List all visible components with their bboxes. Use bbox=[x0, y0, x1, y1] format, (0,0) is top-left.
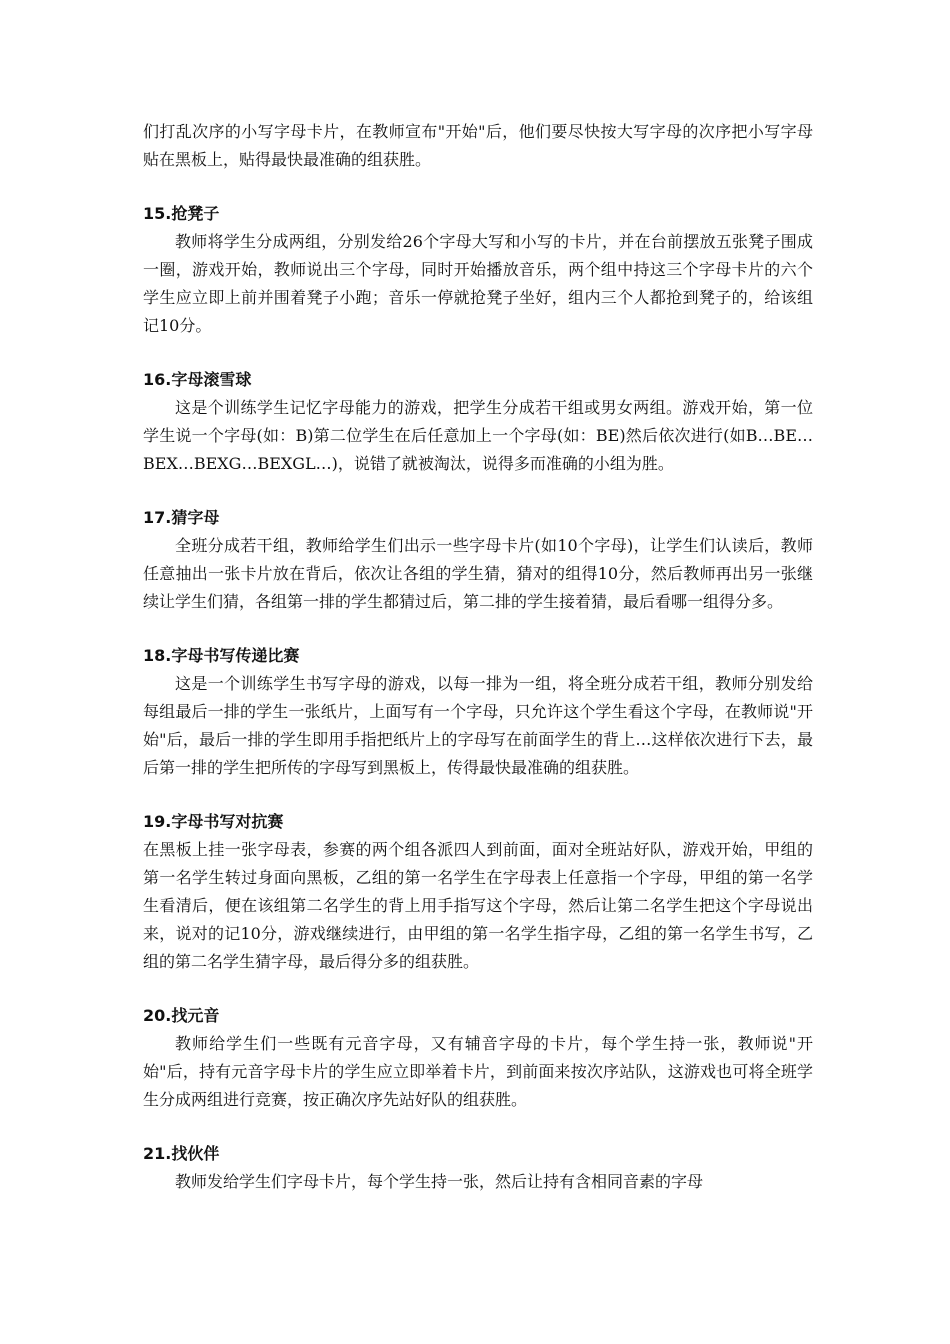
section-21-zhao-huoban bbox=[143, 1140, 813, 1196]
section-heading: 17.猜字母 bbox=[143, 508, 220, 527]
section-heading: 15.抢凳子 bbox=[143, 204, 220, 223]
section-body: 教师将学生分成两组，分别发给26个字母大写和小写的卡片，并在台前摆放五张凳子围成一圈，游戏开始，教师说出三个字母，同时开始播放音乐，两个组中持这三个字母卡片的六个学生应立即上前并围着凳子小跑；音乐一停就抢凳子坐好，组内三个人都抢到凳子的，给该组记10分。 bbox=[143, 232, 813, 335]
section-body: 这是个训练学生记忆字母能力的游戏，把学生分成若干组或男女两组。游戏开始，第一位学生说一个字母(如：B)第二位学生在后任意加上一个字母(如：BE)然后依次进行(如B…BE…BEX…BEXG…BEXGL…)，说错了就被淘汰，说得多而准确的小组为胜。 bbox=[143, 398, 813, 473]
section-19-shuxie-duikang bbox=[143, 808, 813, 976]
section-body: 这是一个训练学生书写字母的游戏，以每一排为一组，将全班分成若干组，教师分别发给每组最后一排的学生一张纸片，上面写有一个字母，只允许这个学生看这个字母，在教师说"开始"后，最后一排的学生即用手指把纸片上的字母写在前面学生的背上…这样依次进行下去，最后第一排的学生把所传的字母写到黑板上，传得最快最准确的组获胜。 bbox=[143, 674, 813, 777]
intro-paragraph: 们打乱次序的小写字母卡片，在教师宣布"开始"后，他们要尽快按大写字母的次序把小写字母贴在黑板上，贴得最快最准确的组获胜。 bbox=[143, 122, 813, 169]
section-body: 在黑板上挂一张字母表，参赛的两个组各派四人到前面，面对全班站好队，游戏开始，甲组的第一名学生转过身面向黑板，乙组的第一名学生在字母表上任意指一个字母，甲组的第一名学生看清后，便在该组第二名学生的背上用手指写这个字母，然后让第二名学生把这个字母说出来，说对的记10分，游戏继续进行，由甲组的第一名学生指字母，乙组的第一名学生书写，乙组的第二名学生猜字母，最后得分多的组获胜。 bbox=[143, 840, 813, 971]
section-body: 教师发给学生们字母卡片，每个学生持一张，然后让持有含相同音素的字母 bbox=[175, 1172, 704, 1191]
section-20-zhao-yuanyin bbox=[143, 1002, 813, 1114]
section-heading: 19.字母书写对抗赛 bbox=[143, 812, 284, 831]
section-body: 教师给学生们一些既有元音字母，又有辅音字母的卡片，每个学生持一张，教师说"开始"后，持有元音字母卡片的学生应立即举着卡片，到前面来按次序站队，这游戏也可将全班学生分成两组进行竞赛，按正确次序先站好队的组获胜。 bbox=[143, 1034, 813, 1109]
section-18-shuxie-chuandi bbox=[143, 642, 813, 782]
section-16-zimu-gun-xueqiu bbox=[143, 366, 813, 478]
document-page bbox=[143, 118, 813, 1196]
section-heading: 21.找伙伴 bbox=[143, 1144, 220, 1163]
section-heading: 20.找元音 bbox=[143, 1006, 220, 1025]
section-heading: 18.字母书写传递比赛 bbox=[143, 646, 300, 665]
section-15-qiang-dengzi bbox=[143, 200, 813, 340]
section-body: 全班分成若干组，教师给学生们出示一些字母卡片(如10个字母)，让学生们认读后，教师任意抽出一张卡片放在背后，依次让各组的学生猜，猜对的组得10分，然后教师再出另一张继续让学生们猜，各组第一排的学生都猜过后，第二排的学生接着猜，最后看哪一组得分多。 bbox=[143, 536, 813, 611]
section-17-cai-zimu bbox=[143, 504, 813, 616]
section-heading: 16.字母滚雪球 bbox=[143, 370, 252, 389]
